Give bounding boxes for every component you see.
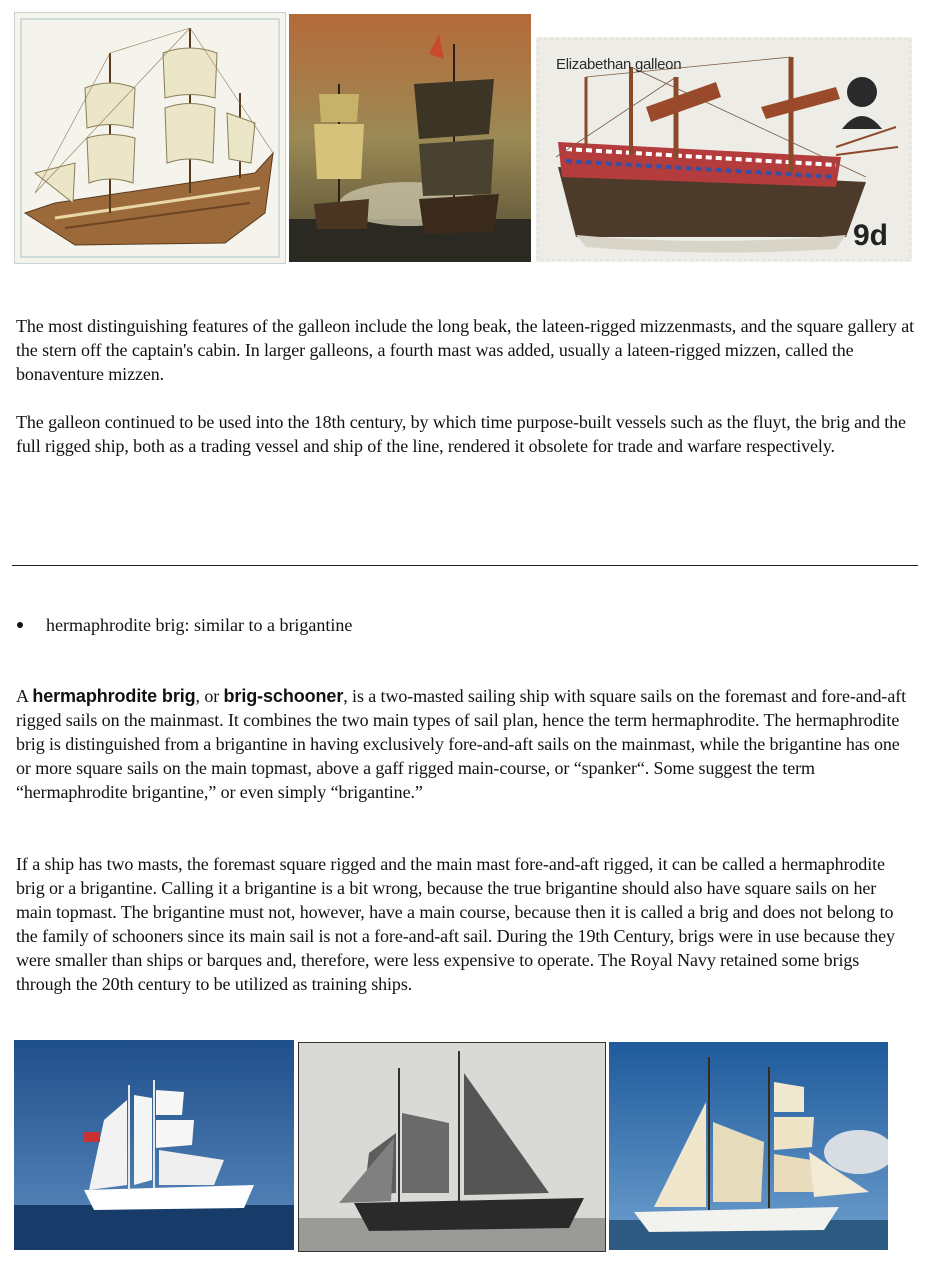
hermaphrodite-rest: , is a two-masted sailing ship with square sails on the foremast and fore-and-aft rigged sails on the mainmast. It combines the two main types of sail plan, hence the term hermaphrodite. The hermaphrodite brig is distinguished from a brigantine in having exclusively fore-and-aft sails on the mainmast, while the brigantine has one or more square sails on the main topmast, above a gaff rigged main-course, or “spanker“. Some suggest the term “hermaphrodite brigantine,” or even simply “brigantine.” [16,686,907,802]
bullet-item [16,613,352,637]
hermaphrodite-paragraph-1 [16,684,916,804]
brigantine-photo-blue-sky-art [14,1040,294,1250]
stamp-value: 9d [852,219,888,252]
galleon-battle-painting-art [289,14,531,262]
galleon-paragraph-1: The most distinguishing features of the galleon include the long beak, the lateen-rigged mizzenmasts, and the square gallery at the stern off the captain's cabin. In larger galleons, a fourth mast was added, usually a lateen-rigged mizzen, called the bonaventure mizzen. [16,316,915,384]
hermaphrodite-paragraph-2: If a ship has two masts, the foremast square rigged and the main mast fore-and-aft rigged, it can be called a hermaphrodite brig or a brigantine. Calling it a brigantine is a bit wrong, because the true brigantine should also have square sails on her main topmast. The brigantine must not, however, have a main course, because then it is called a brig and does not belong to the family of schooners since its main sail is not a fore-and-aft sail. During the 19th Century, brigs were in use because they were smaller than ships or barques and, therefore, were less expensive to operate. The Royal Navy retained some brigs through the 20th century to be utilized as training ships. [16,854,895,994]
brig-photo-black-white-art [299,1043,605,1251]
galleon-paragraph-2: The galleon continued to be used into the 18th century, by which time purpose-built vessels such as the fluyt, the brig and the full rigged ship, both as a trading vessel and ship of the line, rendered it obsolete for trade and warfare respectively. [16,412,906,456]
brig-photo-sunny-art [609,1042,888,1250]
hermaphrodite-prefix: A [16,686,33,706]
section-divider [12,565,918,566]
bullet-text: hermaphrodite brig: similar to a brigantine [46,615,353,635]
hermaphrodite-mid: , or [195,686,224,706]
brig-photo-sunny [609,1042,888,1250]
galleon-stamp [536,37,912,262]
galleon-drawing [14,12,286,264]
stamp-title: Elizabethan galleon [556,56,682,73]
galleon-battle-painting [289,14,531,262]
term-brig-schooner: brig-schooner [223,686,344,706]
bullet-dot-icon [17,622,23,628]
galleon-drawing-art [15,13,285,263]
brigantine-photo-blue-sky [14,1040,294,1250]
term-hermaphrodite-brig: hermaphrodite brig [32,686,196,706]
brig-photo-black-white [298,1042,606,1252]
